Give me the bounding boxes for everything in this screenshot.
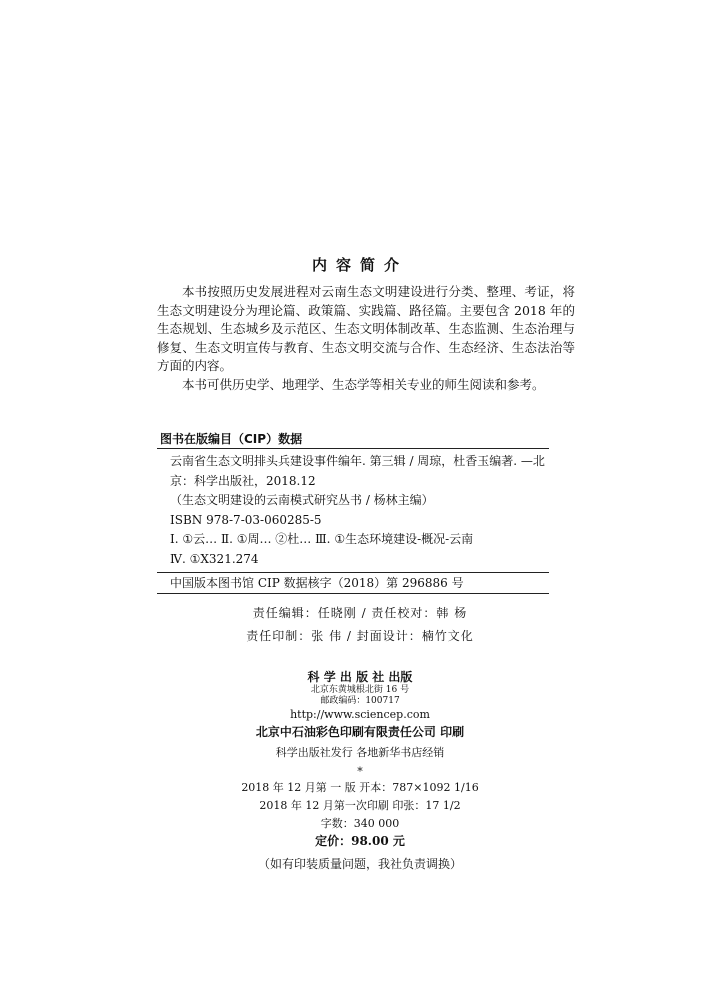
divider	[157, 593, 549, 594]
publisher-address	[0, 685, 720, 707]
printer: 北京中石油彩色印刷有限责任公司 印刷	[255, 725, 465, 739]
cip-isbn: ISBN 978-7-03-060285-5	[170, 512, 322, 527]
divider	[157, 448, 549, 449]
editor-credits: 责任编辑：任晓刚 / 责任校对：韩 杨	[252, 606, 468, 620]
edition-info: 2018 年 12 月第 一 版 开本：787×1092 1/16	[241, 781, 479, 794]
production-credits: 责任印制：张 伟 / 封面设计：楠竹文化	[246, 629, 474, 643]
cip-heading: 图书在版编目（CIP）数据	[160, 432, 303, 446]
word-count: 字数：340 000	[320, 817, 400, 830]
cip-record-number: 中国版本图书馆 CIP 数据核字（2018）第 296886 号	[170, 576, 464, 590]
summary-paragraph: 本书按照历史发展进程对云南生态文明建设进行分类、整理、考证，将生态文明建设分为理论篇、政策篇、实践篇、路径篇。主要包含 2018 年的生态规划、生态城乡及示范区、生态文明体制改革、生态监测、生态治理与修复、生态文明宣传与教育、生态文明交流与合作、生态经济、生态法治等方面的内容。	[157, 284, 575, 373]
quality-note: （如有印装质量问题，我社负责调换）	[257, 857, 462, 871]
distributor: 科学出版社发行 各地新华书店经销	[275, 746, 445, 759]
postcode-line: 邮政编码：100717	[320, 696, 400, 706]
price: 定价：98.00 元	[315, 834, 405, 848]
publisher-url: http://www.sciencep.com	[290, 708, 430, 721]
cip-series-line: （生态文明建设的云南模式研究丛书 / 杨林主编）	[170, 493, 434, 507]
publisher: 科 学 出 版 社 出版	[307, 670, 413, 684]
cip-record	[170, 452, 550, 569]
cip-classification: Ⅰ. ①云… Ⅱ. ①周… ②杜… Ⅲ. ①生态环境建设-概况-云南	[170, 532, 474, 546]
printing-info: 2018 年 12 月第一次印刷 印张：17 1/2	[259, 799, 461, 812]
address-line: 北京东黄城根北街 16 号	[310, 685, 410, 695]
cip-classification: Ⅳ. ①X321.274	[170, 551, 259, 566]
page-title: 内容简介	[311, 256, 408, 274]
summary-section	[157, 283, 575, 394]
cip-bibliographic-line: 云南省生态文明排头兵建设事件编年. 第三辑 / 周琼，杜香玉编著. —北京：科学出版社，2018.12	[170, 454, 545, 488]
separator-star: *	[357, 765, 363, 778]
summary-paragraph: 本书可供历史学、地理学、生态学等相关专业的师生阅读和参考。	[182, 376, 545, 392]
